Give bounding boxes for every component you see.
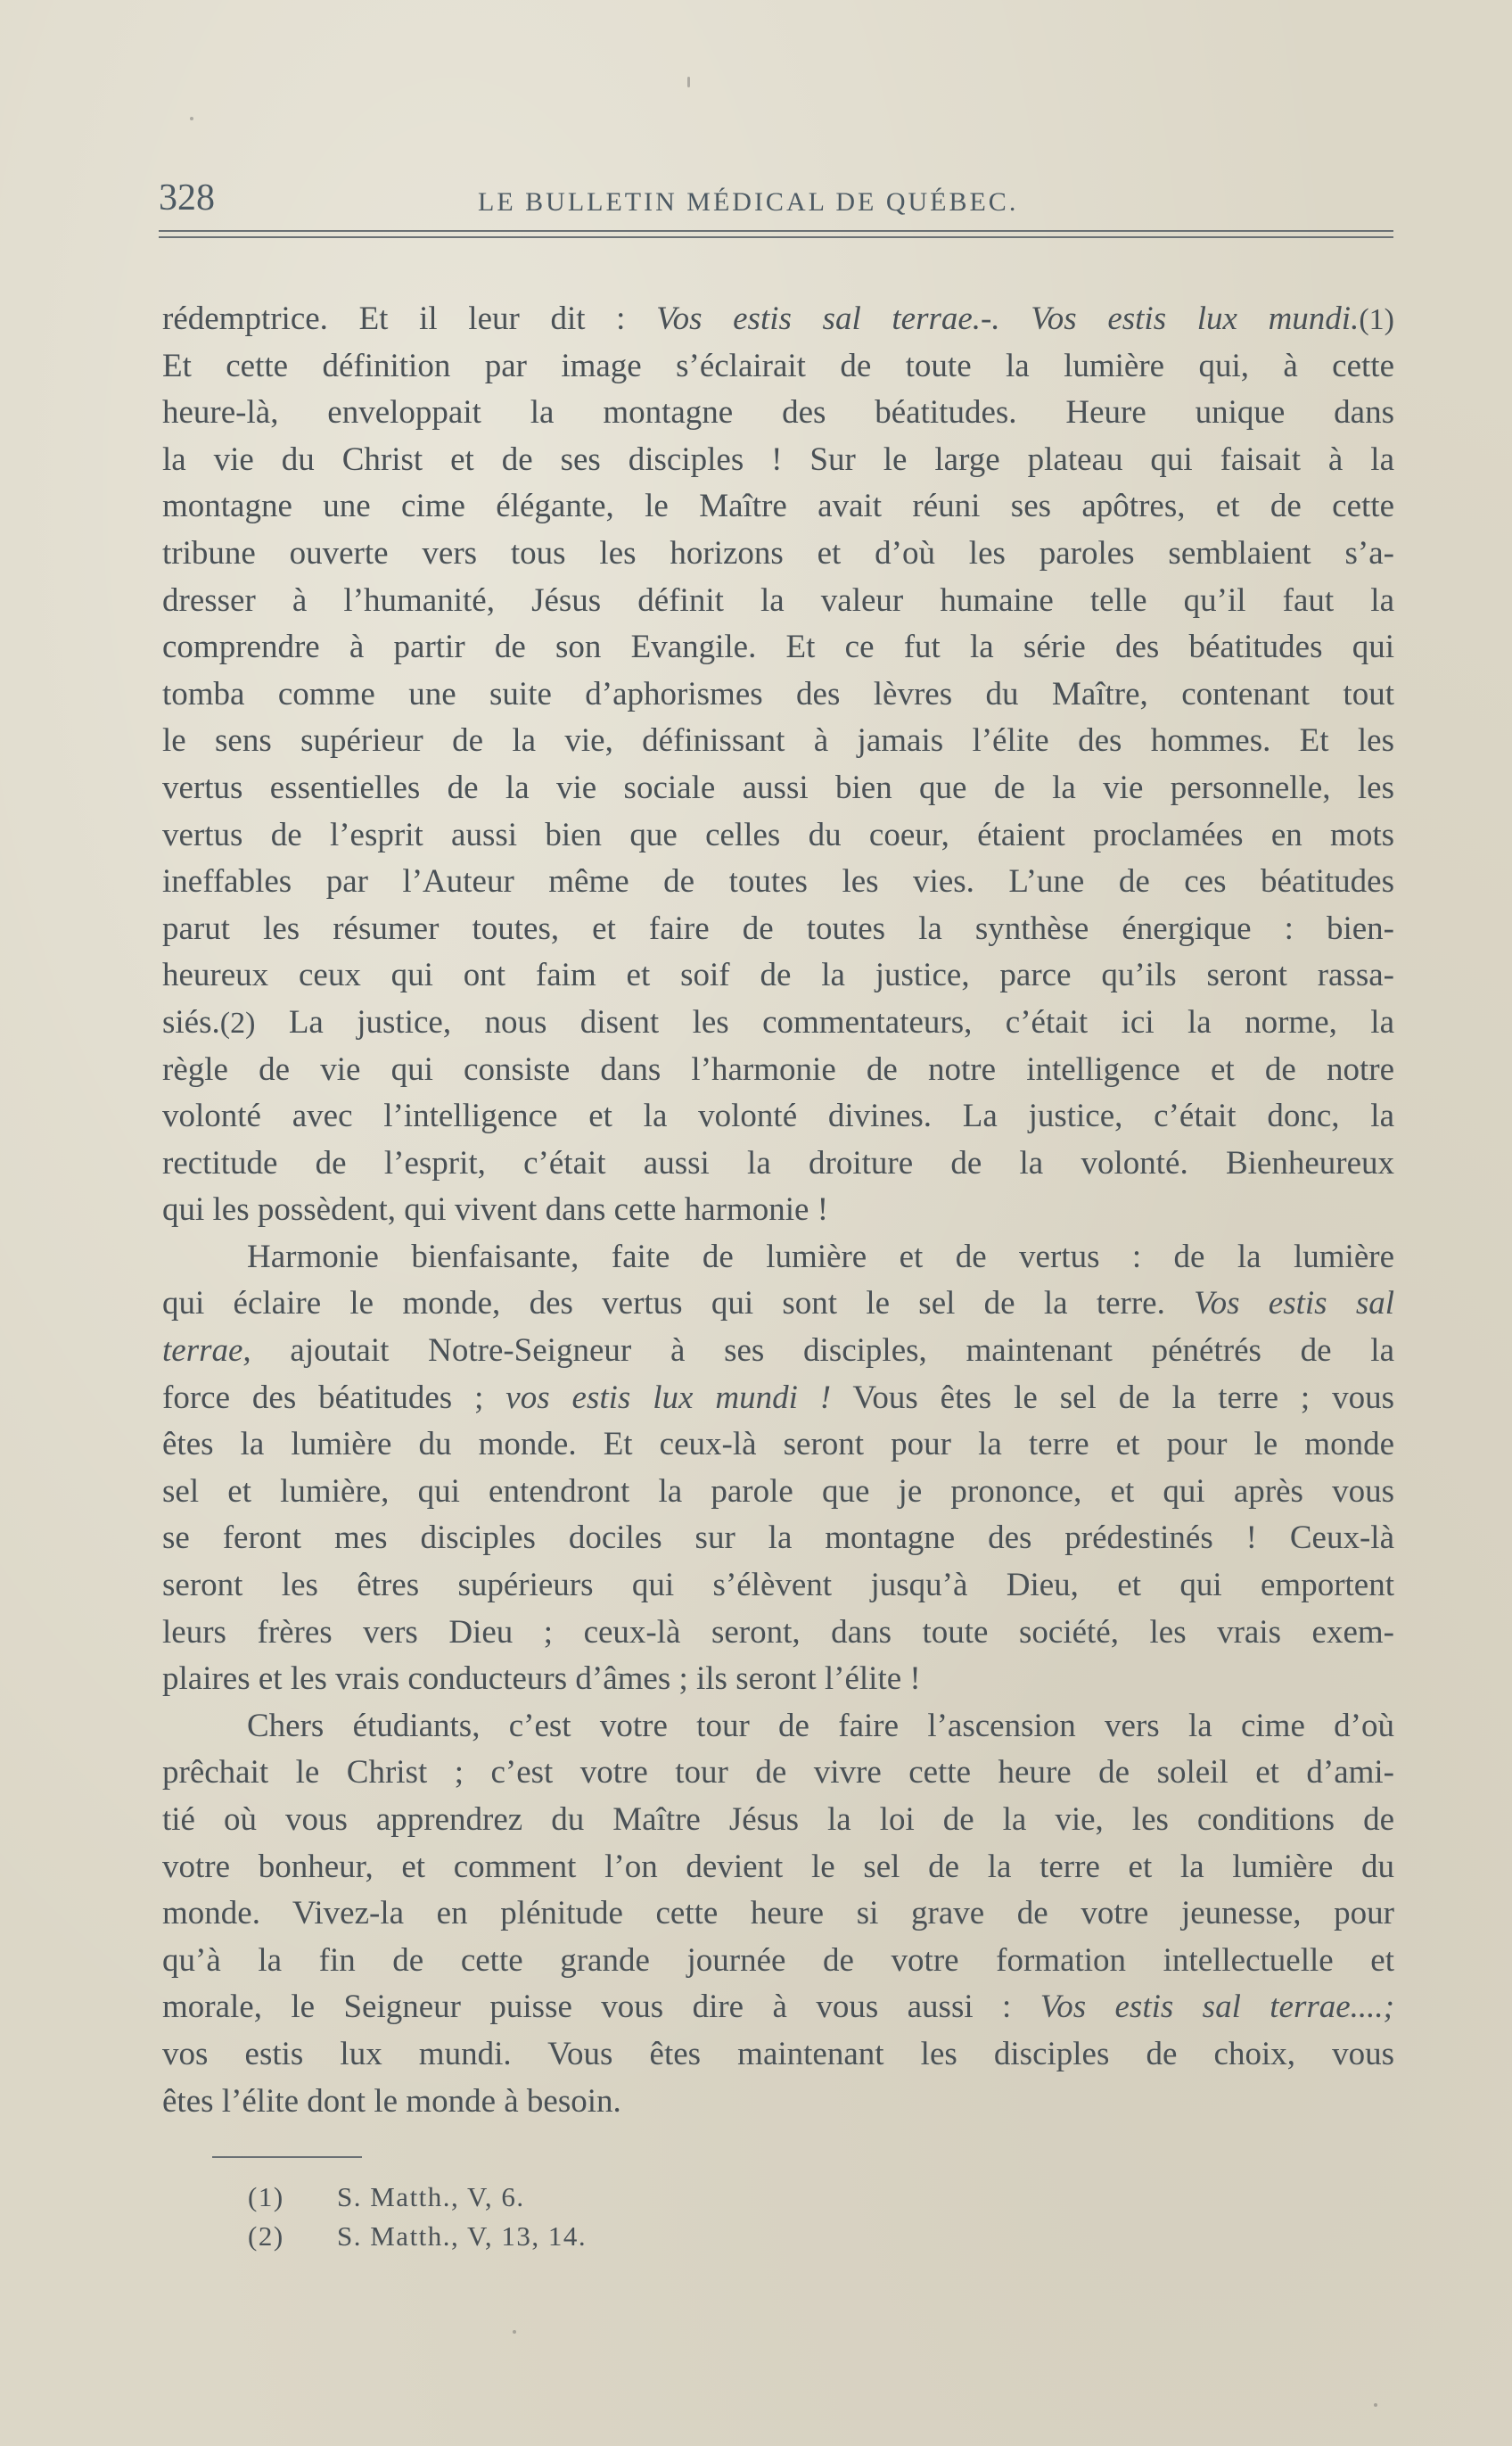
- body-text: [162, 296, 1394, 2125]
- running-head: LE BULLETIN MÉDICAL DE QUÉBEC.: [478, 187, 1019, 217]
- text-line: comprendre à partir de son Evangile. Et ce fut la série des béatitudes qui: [162, 629, 1394, 666]
- paper-speck: [1374, 2403, 1377, 2407]
- footnote: [248, 2178, 587, 2217]
- footnote-ref: (1): [1359, 303, 1394, 336]
- text-line: rectitude de l’esprit, c’était aussi la droiture de la volonté. Bienheureux: [162, 1144, 1394, 1182]
- text-line: prêchait le Christ ; c’est votre tour de vivre cette heure de soleil et d’ami-: [162, 1754, 1394, 1791]
- text-line: dresser à l’humanité, Jésus définit la valeur humaine telle qu’il faut la: [162, 581, 1394, 619]
- text-line: parut les résumer toutes, et faire de toutes la synthèse énergique : bien-: [162, 910, 1394, 947]
- paper-speck: [190, 117, 193, 120]
- text-line: sel et lumière, qui entendront la parole que je prononce, et qui après vous: [162, 1472, 1394, 1510]
- text-line: leurs frères vers Dieu ; ceux-là seront, dans toute société, les vrais exem-: [162, 1613, 1394, 1651]
- text-line: Et cette définition par image s’éclairait de toute la lumière qui, à cette: [162, 347, 1394, 384]
- text-line: vertus de l’esprit aussi bien que celles du coeur, étaient proclamées en mots: [162, 816, 1394, 853]
- footnote: [248, 2217, 587, 2256]
- text-line: rédemptrice. Et il leur dit : Vos estis sal terrae.-. Vos estis lux mundi.(1): [162, 301, 1394, 337]
- text-line: la vie du Christ et de ses disciples ! Sur le large plateau qui faisait à la: [162, 441, 1394, 478]
- text-line: le sens supérieur de la vie, définissant à jamais l’élite des hommes. Et les: [162, 722, 1394, 760]
- text-line: qui éclaire le monde, des vertus qui sont le sel de la terre. Vos estis sal: [162, 1285, 1394, 1322]
- text-line: Chers étudiants, c’est votre tour de faire l’ascension vers la cime d’où: [247, 1707, 1394, 1744]
- footnote-text: S. Matth., V, 6.: [337, 2181, 525, 2212]
- text-line: force des béatitudes ; vos estis lux mundi ! Vous êtes le sel de la terre ; vous: [162, 1379, 1395, 1416]
- text-line: qui les possèdent, qui vivent dans cette harmonie !: [162, 1191, 829, 1229]
- footnote-ref: (2): [219, 1006, 256, 1040]
- footnote-text: S. Matth., V, 13, 14.: [337, 2220, 588, 2252]
- footnotes: [248, 2178, 587, 2256]
- text-line: siés.(2) La justice, nous disent les commentateurs, c’était ici la norme, la: [162, 1003, 1394, 1041]
- text-line: heureux ceux qui ont faim et soif de la justice, parce qu’ils seront rassa-: [162, 957, 1394, 994]
- text-line: volonté avec l’intelligence et la volonté divines. La justice, c’était donc, la: [162, 1098, 1394, 1135]
- paper-speck: [513, 2330, 516, 2334]
- text-line: seront les êtres supérieurs qui s’élèvent jusqu’à Dieu, et qui emportent: [162, 1567, 1394, 1604]
- text-line: êtes la lumière du monde. Et ceux-là seront pour la terre et pour le monde: [162, 1426, 1394, 1463]
- text-line: qu’à la fin de cette grande journée de votre formation intellectuelle et: [162, 1941, 1394, 1979]
- text-line: terrae, ajoutait Notre-Seigneur à ses disciples, maintenant pénétrés de la: [162, 1332, 1394, 1370]
- header-rule: [159, 230, 1393, 238]
- footnote-mark: (1): [248, 2181, 284, 2212]
- footnote-rule: [212, 2156, 362, 2158]
- text-line: vertus essentielles de la vie sociale aussi bien que de la vie personnelle, les: [162, 769, 1394, 806]
- text-line: êtes l’élite dont le monde à besoin.: [162, 2082, 621, 2120]
- text-line: tribune ouverte vers tous les horizons et d’où les paroles semblaient s’a-: [162, 534, 1394, 572]
- text-line: plaires et les vrais conducteurs d’âmes ; ils seront l’élite !: [162, 1660, 921, 1698]
- text-line: monde. Vivez-la en plénitude cette heure si grave de votre jeunesse, pour: [162, 1895, 1394, 1932]
- page-number: 328: [159, 177, 215, 218]
- footnote-mark: (2): [248, 2220, 284, 2252]
- text-line: heure-là, enveloppait la montagne des béatitudes. Heure unique dans: [162, 394, 1394, 432]
- text-line: tié où vous apprendrez du Maître Jésus la loi de la vie, les conditions de: [162, 1801, 1394, 1838]
- paper-speck: [687, 77, 690, 87]
- text-line: règle de vie qui consiste dans l’harmonie de notre intelligence et de notre: [162, 1050, 1394, 1088]
- text-line: Harmonie bienfaisante, faite de lumière et de vertus : de la lumière: [247, 1238, 1394, 1275]
- text-line: ineffables par l’Auteur même de toutes les vies. L’une de ces béatitudes: [162, 863, 1394, 901]
- text-line: votre bonheur, et comment l’on devient le sel de la terre et la lumière du: [162, 1848, 1394, 1885]
- text-line: vos estis lux mundi. Vous êtes maintenant les disciples de choix, vous: [162, 2035, 1394, 2072]
- text-line: se feront mes disciples dociles sur la montagne des prédestinés ! Ceux-là: [162, 1519, 1394, 1557]
- text-line: tomba comme une suite d’aphorismes des lèvres du Maître, contenant tout: [162, 675, 1394, 712]
- text-line: morale, le Seigneur puisse vous dire à vous aussi : Vos estis sal terrae....;: [162, 1989, 1394, 2026]
- page-header: [159, 177, 1393, 230]
- text-line: montagne une cime élégante, le Maître avait réuni ses apôtres, et de cette: [162, 488, 1394, 525]
